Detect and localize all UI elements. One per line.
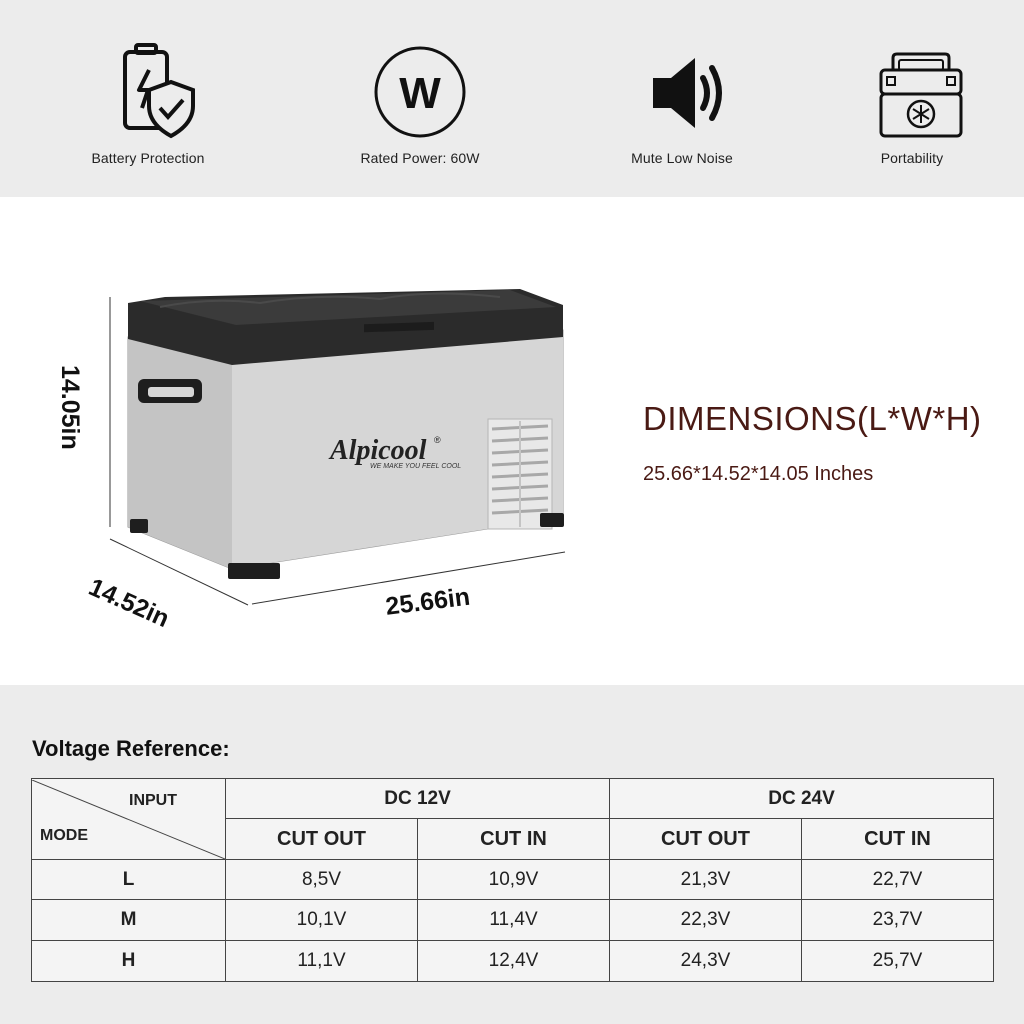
corner-mode-label: MODE (40, 826, 88, 844)
length-label: 25.66in (384, 582, 472, 621)
value-cell: 21,3V (610, 860, 802, 900)
table-row (32, 860, 994, 900)
mode-cell: H (32, 941, 226, 982)
group-header-dc24: DC 24V (610, 779, 994, 819)
feature-portability (812, 40, 1012, 180)
mode-cell: M (32, 900, 226, 941)
battery-shield-icon (93, 40, 203, 140)
watt-icon (365, 40, 475, 140)
speaker-icon (627, 40, 737, 140)
value-cell: 11,4V (418, 900, 610, 941)
value-cell: 24,3V (610, 941, 802, 982)
subheader-cell: CUT OUT (226, 819, 418, 860)
value-cell: 12,4V (418, 941, 610, 982)
width-label: 14.52in (84, 573, 174, 634)
height-label: 14.05in (56, 365, 84, 450)
table-row (32, 941, 994, 982)
brand-tagline: WE MAKE YOU FEEL COOL (370, 463, 462, 470)
value-cell: 22,7V (802, 860, 994, 900)
value-cell: 10,9V (418, 860, 610, 900)
subheader-cell: CUT OUT (610, 819, 802, 860)
feature-label: Rated Power: 60W (360, 150, 480, 166)
dimensions-value: 25.66*14.52*14.05 Inches (643, 463, 874, 485)
feature-battery-protection (48, 40, 248, 180)
product-section (0, 197, 1024, 685)
fridge-vent (488, 419, 552, 529)
group-header-dc12: DC 12V (226, 779, 610, 819)
corner-input-label: INPUT (129, 791, 177, 809)
table-row (32, 900, 994, 941)
fridge-foot (130, 519, 148, 533)
feature-mute-low-noise (582, 40, 782, 180)
watt-icon-letter: W (399, 69, 441, 118)
table-corner-cell (32, 779, 226, 860)
brand-registered-mark: ® (434, 435, 441, 445)
value-cell: 25,7V (802, 941, 994, 982)
feature-label: Portability (880, 150, 944, 166)
feature-label: Mute Low Noise (631, 150, 733, 166)
brand-logo: Alpicool (330, 435, 427, 466)
voltage-section (0, 685, 1024, 1024)
value-cell: 22,3V (610, 900, 802, 941)
voltage-title: Voltage Reference: (32, 736, 230, 761)
feature-rated-power (320, 40, 520, 180)
value-cell: 10,1V (226, 900, 418, 941)
cooler-box-icon (857, 40, 967, 140)
dimensions-title: DIMENSIONS(L*W*H) (643, 400, 982, 437)
subheader-cell: CUT IN (418, 819, 610, 860)
feature-label: Battery Protection (91, 150, 205, 166)
value-cell: 8,5V (226, 860, 418, 900)
features-band (0, 0, 1024, 197)
mode-cell: L (32, 860, 226, 900)
fridge-illustration (0, 197, 640, 685)
fridge-foot (540, 513, 564, 527)
voltage-table (31, 778, 994, 982)
value-cell: 23,7V (802, 900, 994, 941)
subheader-cell: CUT IN (802, 819, 994, 860)
value-cell: 11,1V (226, 941, 418, 982)
fridge-foot (228, 563, 280, 579)
